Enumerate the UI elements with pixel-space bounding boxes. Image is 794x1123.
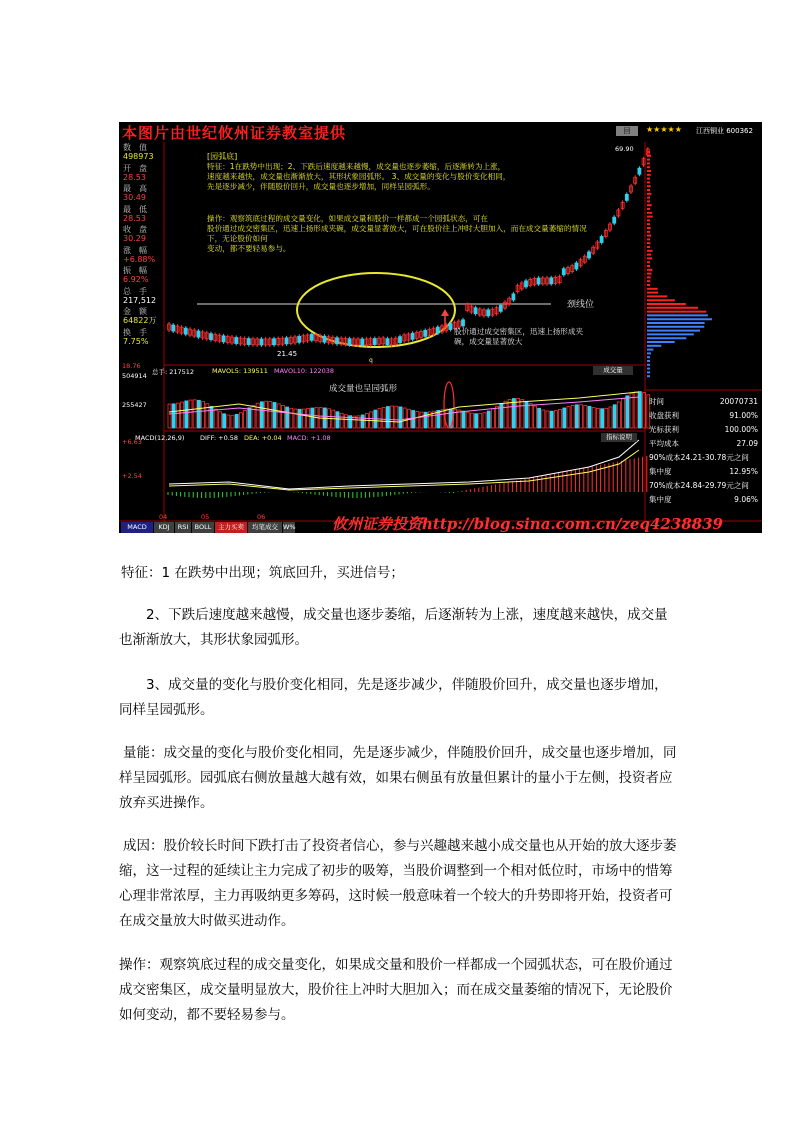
volume-bar [391, 406, 394, 428]
volume-bar [210, 406, 213, 428]
volume-bar [185, 401, 188, 428]
volume-bar [269, 402, 272, 428]
candle-body [222, 336, 225, 342]
volume-bar [458, 410, 461, 428]
volume-bar [550, 411, 553, 428]
macd-axis-mid: +2.54 [122, 472, 142, 480]
candle-body [499, 305, 502, 311]
paragraph-volume: 量能：成交量的变化与股价变化相同，先是逐步减少，伴随股价回升，成交量也逐步增加，同样呈园弧形。园弧底右侧放量越大越有效，如果右侧虽有放量但累计的量小于左侧，投资者应放弃买进操作。 [119, 745, 677, 811]
annotation-title: [园弧底] [207, 152, 238, 161]
volume-bar [189, 400, 192, 428]
volume-bar [344, 415, 347, 428]
candle-body [625, 194, 628, 200]
stat-label: 数 值 [123, 143, 147, 152]
candle-body [172, 325, 175, 331]
volume-bar [294, 409, 297, 428]
volume-axis-mid: 255427 [122, 401, 147, 409]
volume-bar [420, 412, 423, 428]
candle-body [449, 324, 452, 330]
stat-value: 498973 [123, 152, 154, 161]
stat-label: 金 额 [123, 307, 147, 316]
volume-bar [412, 411, 415, 428]
volume-bar [567, 407, 570, 428]
macd-label: MACD(12,26,9) [135, 434, 185, 442]
volume-bar [626, 396, 629, 428]
candle-body [336, 338, 339, 344]
volume-bar [168, 404, 171, 428]
volume-bar [496, 406, 499, 428]
volume-bar [504, 401, 507, 428]
rating-stars: ★★★★★ [646, 125, 682, 134]
cost-info-row [649, 467, 762, 476]
candle-body [462, 320, 465, 326]
cost-info-label: 90%成本24.21-30.78元之间 [649, 453, 749, 462]
paragraph-feature: 特征：1 在跌势中出现；筑底回升，买进信号； [121, 565, 404, 581]
volume-bar [613, 405, 616, 428]
volume-bar [172, 404, 175, 428]
candle-body [575, 263, 578, 269]
volume-bar [475, 414, 478, 428]
volume-bar [462, 411, 465, 428]
volume-bar [176, 403, 179, 428]
cost-info-label: 收盘获利 [649, 411, 679, 420]
cost-info-row [649, 481, 762, 490]
volume-bar [378, 409, 381, 428]
cost-info-value: 91.00% [729, 411, 758, 420]
candle-body [424, 330, 427, 336]
stat-value: 30.29 [123, 234, 146, 243]
candle-body [310, 334, 313, 340]
volume-bar [466, 412, 469, 428]
stat-value: 28.53 [123, 213, 146, 223]
indicator-tab[interactable]: RSI [175, 522, 192, 533]
stat-value: +6.88% [123, 254, 156, 264]
volume-bar [479, 414, 482, 428]
macd-panel-title[interactable]: 指标说明 [601, 433, 637, 442]
stat-label: 收 盘 [123, 225, 147, 234]
volume-bar [521, 400, 524, 428]
volume-bar [571, 405, 574, 428]
annotation-body: 特征：1在跌势中出现；2、下跌后速度越来越慢，成交量也逐步萎缩，后逐渐转为上涨， 速度越来越快，成交量也渐渐放大，其形状象园弧形。 3、成交量的变化与股价变化相同， 先是逐步减少，伴随股价回升，成交量也逐步增加，同样呈园弧形。 [207, 162, 511, 191]
volume-bar [622, 399, 625, 428]
cost-info-row [649, 397, 762, 406]
indicator-tab[interactable]: MACD [121, 522, 154, 533]
mavol5-label: MAVOL5: 139511 [212, 367, 268, 375]
paragraph-cause: 成因：股价较长时间下跌打击了投资者信心，参与兴趣越来越小成交量也从开始的放大逐步萎缩，这一过程的延续让主力完成了初步的吸筹，当股价调整到一个相对低位时，市场中的惜筹心理非常浓厚，主力再吸纳更多筹码，这时候一般意味着一个较大的升势即将开始，投资者可在成交量放大时做买进动作。 [119, 838, 677, 929]
breakout-note: 股价通过成交密集区，迅速上扬形成夹 碗，成交量显著放大 [454, 327, 584, 346]
stat-value: 28.53 [123, 172, 146, 182]
volume-bar [601, 409, 604, 428]
volume-bar [580, 405, 583, 428]
volume-panel-title[interactable]: 成交量 [593, 366, 633, 375]
candle-body [373, 339, 376, 345]
macd-axis-top: +6.63 [122, 438, 142, 446]
volume-bar [605, 408, 608, 428]
cost-info-row [649, 439, 762, 448]
candle-body [323, 336, 326, 342]
header-banner: 本图片由世纪攸州证券教室提供 [122, 124, 347, 142]
cost-info-label: 集中度 [649, 495, 672, 504]
x-tick-04: 04 [159, 513, 168, 521]
volume-bar [265, 401, 268, 428]
stat-label: 最 低 [123, 204, 147, 214]
x-tick-06: 06 [257, 513, 266, 521]
volume-bar [554, 411, 557, 428]
volume-bar [286, 407, 289, 428]
candle-body [600, 236, 603, 242]
candle-body [525, 281, 528, 287]
stat-label: 最 高 [123, 184, 147, 193]
stock-name: 江西铜业 600362 [696, 127, 753, 135]
cost-info-row [649, 495, 762, 504]
volume-bar [483, 413, 486, 428]
candle-body [550, 278, 553, 284]
paragraph-point-3: 3、成交量的变化与股价变化相同，先是逐步减少，伴随股价回升，成交量也逐步增加，同样呈园弧形。 [119, 677, 668, 718]
cost-info-value: 9.06% [734, 495, 758, 504]
cost-info-value: 12.95% [729, 467, 758, 476]
volume-bar [202, 402, 205, 428]
diff-line [169, 440, 639, 489]
volume-bar [399, 407, 402, 428]
candle-body [411, 333, 414, 339]
candle-body [638, 168, 641, 174]
volume-bar [281, 406, 284, 428]
cost-info-value: 20070731 [719, 397, 758, 406]
volume-bar [592, 408, 595, 428]
price-axis-min: 18.76 [122, 362, 141, 370]
indicator-tab[interactable]: 主力买卖 [215, 522, 248, 533]
indicator-tab[interactable]: 均笔成交 [248, 522, 283, 533]
candle-body [273, 339, 276, 345]
cost-info-label: 70%成本24.84-29.79元之间 [649, 481, 749, 490]
paragraph-operation: 操作：观察筑底过程的成交量变化，如果成交量和股价一样都成一个园弧状态，可在股价通过成交密集区，成交量明显放大，股价往上冲时大胆加入；而在成交量萎缩的情况下，无论股价如何变动，都不要轻易参与。 [119, 957, 673, 1023]
indicator-tab[interactable]: BOLL [192, 522, 215, 533]
candle-body [260, 339, 263, 345]
volume-bar [197, 400, 200, 428]
cost-info-row [649, 411, 762, 420]
volume-bar [277, 404, 280, 428]
stat-label: 涨 幅 [123, 245, 147, 255]
x-tick-05: 05 [201, 513, 210, 521]
volume-bar [584, 405, 587, 428]
indicator-tab[interactable]: KDJ [154, 522, 175, 533]
volume-bar [630, 393, 633, 428]
volume-bar [336, 412, 339, 428]
stat-value: 6.92% [123, 275, 149, 284]
candle-body [613, 217, 616, 223]
macd-value: MACD: +1.08 [287, 434, 331, 442]
mavol10-label: MAVOL10: 122038 [274, 367, 335, 375]
candle-body [348, 339, 351, 345]
cost-info-label: 光标获利 [649, 425, 679, 434]
stock-chart-screenshot [119, 122, 762, 533]
volume-bar [181, 402, 184, 428]
candle-body [386, 339, 389, 345]
volume-bar [529, 404, 532, 428]
cost-info-row [649, 453, 762, 462]
volume-bar [508, 399, 511, 428]
candle-body [298, 336, 301, 342]
high-price-label: 69.90 [615, 145, 634, 153]
volume-bar [575, 405, 578, 428]
candle-body [436, 327, 439, 333]
candle-body [184, 328, 187, 334]
volume-bar [260, 402, 263, 428]
volume-bar [290, 408, 293, 428]
volume-bar [248, 408, 251, 428]
volume-bar [244, 410, 247, 428]
toolbar-icon-box[interactable]: 回 [616, 126, 638, 136]
cost-info-value: 100.00% [724, 425, 758, 434]
low-price-label: 21.45 [277, 350, 298, 358]
volume-bar [517, 399, 520, 428]
volume-bar [218, 412, 221, 428]
candle-body [247, 339, 250, 345]
volume-bar [370, 412, 373, 428]
volume-bar [239, 413, 242, 428]
volume-bar [223, 414, 226, 428]
volume-bar [395, 406, 398, 428]
footer-banner: 攸州证券投资http://blog.sina.com.cn/zeq4238839 [332, 515, 723, 533]
candle-body [537, 278, 540, 284]
stat-label: 总 手 [123, 286, 147, 296]
cost-info-label: 时间 [649, 397, 664, 406]
volume-bar [311, 408, 314, 428]
volume-bar [609, 407, 612, 428]
volume-bar [403, 408, 406, 428]
candle-body [487, 310, 490, 316]
volume-bar [596, 408, 599, 428]
rounding-bottom-ellipse [297, 273, 455, 347]
volume-bar [361, 415, 364, 428]
neckline-label: 颈线位 [567, 300, 595, 310]
volume-bar [231, 415, 234, 428]
stat-label: 开 盘 [123, 163, 147, 173]
volume-bar [214, 409, 217, 428]
volume-bar [298, 409, 301, 428]
stat-label: 换 手 [123, 327, 147, 337]
candle-body [361, 339, 364, 345]
volume-bar [617, 402, 620, 428]
volume-bar [441, 410, 444, 428]
annotation-operation: 操作：观察筑底过程的成交量变化，如果成交量和股价一样都成一个园弧状态，可在 股价通过成交密集区，迅速上扬形成夹碗，成交量显著放大，可在股价往上冲时大胆加入，而在成交量萎缩的情况下，无论股价如何 变动，都不要轻易参与。 [207, 214, 587, 253]
candle-body [512, 294, 515, 300]
diff-label: DIFF: +0.58 [200, 434, 239, 442]
volume-bar [386, 407, 389, 428]
cost-info-label: 平均成本 [649, 439, 679, 448]
volume-bar [491, 409, 494, 428]
stat-value: 217,512 [123, 295, 157, 305]
volume-bar [533, 406, 536, 428]
volume-bar [302, 409, 305, 428]
volume-bar [437, 410, 440, 428]
candle-body [235, 338, 238, 344]
indicator-tab[interactable]: W% [283, 523, 296, 531]
cost-info-value: 27.09 [736, 439, 758, 448]
volume-bar [273, 402, 276, 428]
volume-bar [252, 405, 255, 428]
volume-bar [487, 411, 490, 428]
candle-body [562, 269, 565, 275]
stat-value: 7.75% [123, 336, 149, 346]
volume-total-label: 总手: 217512 [152, 368, 195, 376]
volume-bar [563, 408, 566, 428]
candle-body [474, 308, 477, 314]
volume-bar [416, 412, 419, 428]
volume-bar [538, 408, 541, 428]
volume-bar [470, 413, 473, 428]
volume-axis-top: 504914 [122, 372, 147, 380]
volume-note: 成交量也呈园弧形 [329, 384, 398, 394]
breakout-arrow-head [441, 309, 449, 316]
volume-bar [559, 409, 562, 428]
stat-value: 30.49 [123, 193, 146, 202]
candle-body [285, 338, 288, 344]
stat-value: 64822万 [123, 316, 157, 325]
cost-info-row [649, 425, 762, 434]
volume-bar [193, 400, 196, 428]
candle-body [197, 331, 200, 337]
volume-bar [546, 411, 549, 428]
candle-body [210, 334, 213, 340]
volume-bar [307, 409, 310, 428]
dea-label: DEA: +0.04 [244, 434, 282, 442]
volume-bar [340, 413, 343, 428]
stat-label: 振 幅 [123, 266, 147, 275]
volume-bar [235, 414, 238, 428]
volume-bar [382, 407, 385, 428]
volume-bar [588, 406, 591, 428]
candle-body [399, 337, 402, 343]
volume-bar [542, 410, 545, 428]
volume-bar [227, 415, 230, 428]
cost-info-label: 集中度 [649, 467, 672, 476]
q-marker: q [369, 357, 373, 364]
paragraph-point-2: 2、下跌后速度越来越慢，成交量也逐步萎缩，后逐渐转为上涨，速度越来越快，成交量也渐渐放大，其形状象园弧形。 [119, 607, 668, 648]
